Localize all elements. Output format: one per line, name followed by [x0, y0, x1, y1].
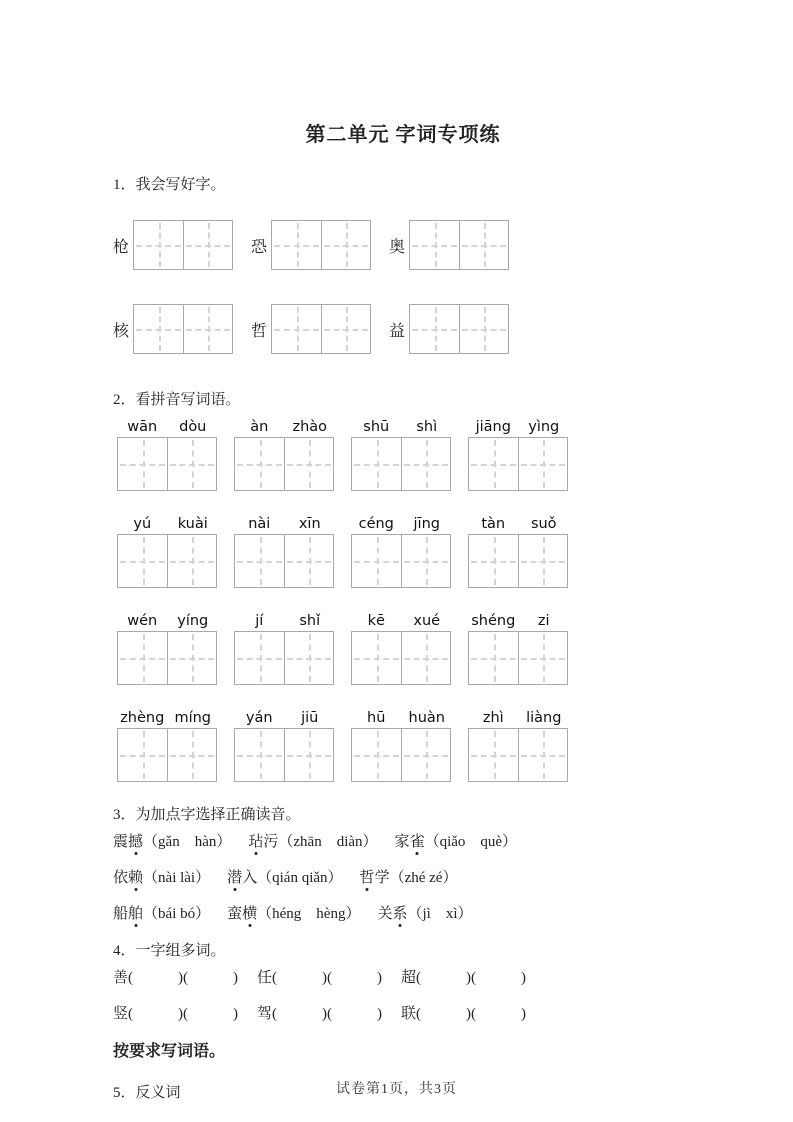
page-title: 第二单元 字词专项练	[305, 124, 501, 146]
tianzige-grid	[351, 437, 451, 491]
pinyin-syllable: liàng	[526, 710, 562, 726]
phrase-reading: （jì xì）	[407, 906, 473, 922]
word-group-char: 竖	[113, 1006, 129, 1022]
phrase-item	[227, 866, 342, 887]
word-group-char: 善	[113, 970, 129, 986]
word-group-char: 驾	[257, 1006, 273, 1022]
pinyin-row	[117, 512, 693, 592]
grid-cell	[272, 221, 321, 269]
word-group-row	[113, 1002, 693, 1023]
pinyin-syllable: jiū	[301, 710, 319, 726]
pinyin-syllable: dòu	[179, 419, 207, 435]
pinyin-syllable: huàn	[408, 710, 445, 726]
word-group-item	[257, 966, 382, 987]
grid-cell	[134, 221, 183, 269]
phrase-row	[113, 902, 693, 923]
tianzige-grid	[271, 220, 371, 270]
writing-char-label: 奥	[389, 238, 406, 256]
section-heading: 按要求写词语。	[113, 1043, 226, 1060]
grid-cell	[469, 535, 518, 587]
phrase-post: 学	[374, 870, 390, 886]
tianzige-grid	[133, 220, 233, 270]
word-group-item	[401, 1002, 526, 1023]
word-group-blanks: ( )( )	[128, 970, 238, 986]
grid-cell	[118, 632, 167, 684]
writing-char-label: 核	[113, 322, 130, 340]
pinyin-syllable: yíng	[177, 613, 209, 629]
tianzige-grid	[271, 304, 371, 354]
phrase-pre: 震	[113, 834, 129, 850]
grid-cell	[167, 729, 216, 781]
pinyin-item	[117, 706, 218, 786]
pinyin-syllable: zi	[537, 613, 550, 629]
pinyin-syllable: míng	[174, 710, 212, 726]
grid-cell	[284, 632, 333, 684]
tianzige-grid	[468, 534, 568, 588]
grid-cell	[321, 305, 370, 353]
pinyin-syllable: àn	[250, 419, 269, 435]
pinyin-item	[234, 415, 335, 495]
grid-cell	[410, 221, 459, 269]
writing-grid-row	[113, 220, 693, 270]
pinyin-syllable: zhèng	[120, 710, 165, 726]
phrase-item	[113, 866, 210, 887]
grid-cell	[134, 305, 183, 353]
grid-cell	[183, 221, 232, 269]
pinyin-item	[234, 609, 335, 689]
phrase-reading: （gǎn hàn）	[143, 834, 232, 850]
pinyin-syllable: xué	[413, 613, 441, 629]
phrase-reading: （zhān diàn）	[278, 834, 378, 850]
grid-cell	[284, 535, 333, 587]
pinyin-syllable: jīng	[413, 516, 440, 532]
phrase-item	[227, 902, 360, 923]
pinyin-item	[351, 512, 452, 592]
phrase-post: 污	[263, 834, 279, 850]
word-group-item	[113, 966, 238, 987]
grid-cell	[352, 632, 401, 684]
pinyin-syllable: zhào	[292, 419, 328, 435]
pinyin-syllable: xīn	[298, 516, 321, 532]
question-5-label: 5．反义词	[113, 1085, 181, 1101]
dotted-char: 赖	[128, 866, 143, 887]
phrase-pre: 船	[113, 906, 129, 922]
word-group-blanks: ( )( )	[416, 970, 526, 986]
grid-cell	[469, 729, 518, 781]
grid-cell	[118, 438, 167, 490]
tianzige-grid	[117, 437, 217, 491]
grid-cell	[518, 729, 567, 781]
dotted-char: 雀	[410, 830, 425, 851]
dotted-char: 撼	[128, 830, 143, 851]
pinyin-row	[117, 609, 693, 689]
pinyin-syllable: shǐ	[299, 613, 321, 629]
pinyin-syllable: zhì	[482, 710, 504, 726]
grid-cell	[459, 305, 508, 353]
phrase-row	[113, 830, 693, 851]
question-4-label: 4．一字组多词。	[113, 943, 226, 959]
pinyin-item	[468, 415, 569, 495]
tianzige-grid	[409, 220, 509, 270]
pinyin-syllable: wén	[127, 613, 158, 629]
phrase-item	[113, 830, 231, 851]
pinyin-syllable: suǒ	[530, 516, 557, 532]
word-group-blanks: ( )( )	[272, 970, 382, 986]
phrase-reading: （qiǎo què）	[424, 834, 518, 850]
pinyin-syllable: shū	[363, 419, 390, 435]
writing-char-label: 枪	[113, 238, 130, 256]
tianzige-grid	[409, 304, 509, 354]
grid-cell	[321, 221, 370, 269]
phrase-pre: 依	[113, 870, 129, 886]
grid-cell	[469, 632, 518, 684]
grid-cell	[167, 632, 216, 684]
tianzige-grid	[234, 631, 334, 685]
phrase-pre: 关	[377, 906, 393, 922]
page-footer: 试卷第1页，共3页	[336, 1082, 457, 1097]
pinyin-syllable: yán	[245, 710, 273, 726]
word-group-char: 联	[401, 1006, 417, 1022]
word-group-blanks: ( )( )	[272, 1006, 382, 1022]
question-1-label: 1．我会写好字。	[113, 177, 226, 193]
grid-cell	[518, 438, 567, 490]
grid-cell	[183, 305, 232, 353]
grid-cell	[235, 535, 284, 587]
phrase-post: 入	[242, 870, 258, 886]
phrase-reading: （zhé zé）	[389, 870, 458, 886]
phrase-reading: （qián qiǎn）	[257, 870, 343, 886]
tianzige-grid	[351, 728, 451, 782]
pinyin-syllable: hū	[367, 710, 386, 726]
pinyin-syllable: yìng	[528, 419, 560, 435]
pinyin-item	[351, 415, 452, 495]
grid-cell	[352, 438, 401, 490]
dotted-char: 系	[392, 902, 407, 923]
grid-cell	[401, 438, 450, 490]
pinyin-syllable: jiāng	[475, 419, 511, 435]
dotted-char: 潜	[227, 866, 242, 887]
tianzige-grid	[117, 534, 217, 588]
pinyin-syllable: céng	[358, 516, 394, 532]
word-group-char: 任	[257, 970, 273, 986]
writing-char-label: 哲	[251, 322, 268, 340]
tianzige-grid	[468, 728, 568, 782]
pinyin-item	[351, 706, 452, 786]
writing-item	[389, 220, 509, 270]
tianzige-grid	[117, 631, 217, 685]
pinyin-item	[117, 415, 218, 495]
dotted-char: 玷	[248, 830, 263, 851]
phrase-reading: （bái bó）	[143, 906, 211, 922]
phrase-item	[395, 830, 518, 851]
pinyin-item	[117, 609, 218, 689]
word-group-char: 超	[401, 970, 417, 986]
dotted-char: 舶	[128, 902, 143, 923]
pinyin-row	[117, 415, 693, 495]
writing-item	[251, 220, 371, 270]
pinyin-item	[234, 706, 335, 786]
phrase-item	[113, 902, 210, 923]
grid-cell	[518, 632, 567, 684]
phrase-pre: 蛮	[227, 906, 243, 922]
writing-item	[113, 220, 233, 270]
writing-char-label: 恐	[251, 238, 268, 256]
tianzige-grid	[234, 728, 334, 782]
grid-cell	[235, 632, 284, 684]
dotted-char: 哲	[360, 866, 375, 887]
phrase-reading: （nài lài）	[143, 870, 211, 886]
writing-item	[113, 304, 233, 354]
grid-cell	[167, 438, 216, 490]
grid-cell	[352, 535, 401, 587]
word-group-row	[113, 966, 693, 987]
phrase-item	[248, 830, 377, 851]
tianzige-grid	[468, 631, 568, 685]
grid-cell	[401, 535, 450, 587]
pinyin-syllable: tàn	[481, 516, 506, 532]
grid-cell	[459, 221, 508, 269]
writing-grid-row	[113, 304, 693, 354]
grid-cell	[118, 535, 167, 587]
tianzige-grid	[351, 631, 451, 685]
writing-item	[251, 304, 371, 354]
grid-cell	[518, 535, 567, 587]
phrase-item	[360, 866, 458, 887]
pinyin-syllable: wān	[127, 419, 158, 435]
question-3-label: 3．为加点字选择正确读音。	[113, 807, 301, 823]
pinyin-item	[468, 609, 569, 689]
grid-cell	[235, 729, 284, 781]
pinyin-syllable: shì	[416, 419, 438, 435]
grid-cell	[401, 729, 450, 781]
pinyin-item	[117, 512, 218, 592]
grid-cell	[352, 729, 401, 781]
grid-cell	[235, 438, 284, 490]
tianzige-grid	[468, 437, 568, 491]
tianzige-grid	[117, 728, 217, 782]
tianzige-grid	[351, 534, 451, 588]
pinyin-row	[117, 706, 693, 786]
grid-cell	[401, 632, 450, 684]
pinyin-syllable: kē	[367, 613, 385, 629]
word-group-item	[257, 1002, 382, 1023]
grid-cell	[469, 438, 518, 490]
pinyin-syllable: yú	[133, 516, 152, 532]
word-group-blanks: ( )( )	[128, 1006, 238, 1022]
grid-cell	[284, 729, 333, 781]
word-group-item	[401, 966, 526, 987]
writing-char-label: 益	[389, 322, 406, 340]
tianzige-grid	[234, 534, 334, 588]
pinyin-syllable: kuài	[177, 516, 208, 532]
pinyin-item	[234, 512, 335, 592]
dotted-char: 横	[242, 902, 257, 923]
phrase-pre: 家	[394, 834, 410, 850]
word-group-blanks: ( )( )	[416, 1006, 526, 1022]
grid-cell	[272, 305, 321, 353]
pinyin-item	[468, 706, 569, 786]
phrase-row	[113, 866, 693, 887]
phrase-reading: （héng hèng）	[257, 906, 361, 922]
tianzige-grid	[234, 437, 334, 491]
question-2-label: 2．看拼音写词语。	[113, 392, 241, 408]
grid-cell	[167, 535, 216, 587]
phrase-item	[377, 902, 472, 923]
grid-cell	[118, 729, 167, 781]
writing-item	[389, 304, 509, 354]
pinyin-item	[468, 512, 569, 592]
grid-cell	[284, 438, 333, 490]
word-group-item	[113, 1002, 238, 1023]
tianzige-grid	[133, 304, 233, 354]
pinyin-syllable: jí	[255, 613, 264, 629]
pinyin-syllable: nài	[248, 516, 271, 532]
pinyin-item	[351, 609, 452, 689]
pinyin-syllable: shéng	[471, 613, 516, 629]
grid-cell	[410, 305, 459, 353]
